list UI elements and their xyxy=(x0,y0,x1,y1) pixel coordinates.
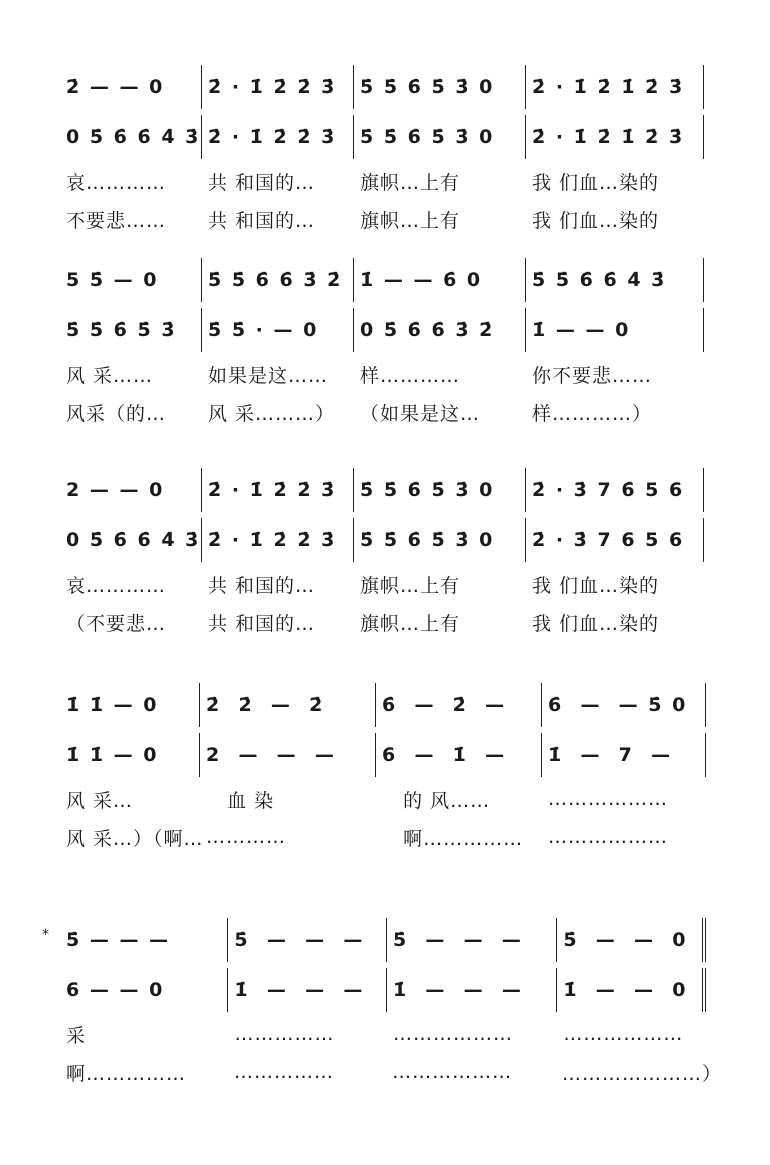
measure: 0 5̇ 6̇ 6̇ 3̇ 2̇ xyxy=(354,308,526,352)
lyric-segment: 我 们血…染的 xyxy=(532,574,660,597)
measure: 2̇ · 1̇ 2̇ 2̇ 3̇ xyxy=(202,65,354,109)
lyrics-line-1 xyxy=(66,162,706,200)
lyric-segment: （不要悲… xyxy=(66,612,167,635)
lyric-segment: （如果是这… xyxy=(360,402,481,425)
lyric-segment: 共 和国的… xyxy=(208,209,316,232)
lyrics-line-1 xyxy=(66,355,706,393)
lyrics-line-1 xyxy=(66,780,706,818)
measure: 2̇ · 1̇ 2̇ 1̇ 2̇ 3̇ xyxy=(526,65,704,109)
measure: 5̇ 5̇ 6̇ 5̇ 3̇ 0 xyxy=(354,468,526,512)
lyric-segment: ……………… xyxy=(563,1023,684,1045)
lower-part-row xyxy=(66,965,706,1015)
measure: 6 — — 0 xyxy=(66,968,228,1012)
measure: 5 5̇ — 0 xyxy=(66,258,202,302)
upper-part-row xyxy=(66,255,706,305)
lower-part-row xyxy=(66,112,706,162)
lyric-segment: ……………… xyxy=(392,1061,513,1083)
lyric-segment: 血 染 xyxy=(206,789,275,812)
lower-part-row xyxy=(66,730,706,780)
measure: 6 — 1̇ — xyxy=(376,733,542,777)
lyric-segment: 如果是这…… xyxy=(208,364,329,387)
lyric-segment: 哀………… xyxy=(66,171,167,194)
measure: 5̇ 5̇ 6̇ 5̇ 3̇ 0 xyxy=(354,115,526,159)
measure: 2̇ · 1̇ 2̇ 2̇ 3̇ xyxy=(202,518,354,562)
lyric-segment: 共 和国的… xyxy=(208,171,316,194)
lyric-segment: 哀………… xyxy=(66,574,167,597)
measure: 6̇ — 2̇ — xyxy=(376,683,542,727)
measure: 0 5̇ 6̇ 6̇ 4̇ 3̇ xyxy=(66,115,202,159)
upper-part-row xyxy=(66,62,706,112)
lyric-segment: 我 们血…染的 xyxy=(532,171,660,194)
lyric-segment: 风 采…… xyxy=(66,364,154,387)
measure: 6̇ — — 5̇ 0 xyxy=(542,683,706,727)
score-system xyxy=(66,680,706,856)
measure: 1̇ — — — xyxy=(228,968,387,1012)
lyrics-line-2 xyxy=(66,818,706,856)
lyric-segment: 样…………） xyxy=(532,402,653,425)
lyric-segment: …………………） xyxy=(562,1062,723,1085)
footnote-mark: * xyxy=(42,927,49,943)
score-system xyxy=(42,915,723,1091)
measure: 1̇ — — — xyxy=(387,968,557,1012)
measure: 2̇ 2̇ — 2̇ xyxy=(200,683,376,727)
measure: 2̇ · 3̇ 7 6 5 6 xyxy=(526,518,704,562)
measure: 1̇ — — 0 xyxy=(557,968,706,1012)
measure: 2̇ — — 0 xyxy=(66,65,202,109)
lyric-segment: 旗帜…上有 xyxy=(360,171,461,194)
lower-part-row xyxy=(66,305,706,355)
lyric-segment: ………… xyxy=(206,826,286,848)
lyric-segment: 你不要悲…… xyxy=(532,364,653,387)
measure: 5̇ 5̇ 6̇ 5̇ 3̇ xyxy=(66,308,202,352)
upper-part-row xyxy=(66,465,706,515)
measure: 2 — — 0 xyxy=(66,468,202,512)
measure: 2̇ · 3̇ 7 6̇ 5 6 xyxy=(526,468,704,512)
upper-part-row xyxy=(66,680,706,730)
lyric-segment: 风 采………） xyxy=(208,402,336,425)
lyrics-line-1 xyxy=(66,1015,706,1053)
measure: 2̇ · 1̇ 2̇ 2̇ 3̇ xyxy=(202,468,354,512)
upper-part-row xyxy=(66,915,706,965)
score-system xyxy=(66,255,706,431)
lyric-segment: 的 风…… xyxy=(382,789,491,812)
measure: 5̇ — — — xyxy=(66,918,228,962)
measure: 5̇ 5̇ 6̇ 6̇ 3̇ 2̇ xyxy=(202,258,354,302)
lyric-segment: …………… xyxy=(233,1061,334,1083)
lyrics-line-2 xyxy=(66,603,706,641)
measure: 5̇ — — — xyxy=(228,918,387,962)
lyric-segment: ……………… xyxy=(548,788,668,810)
lyric-segment: 共 和国的… xyxy=(208,612,316,635)
measure: 5̇ — — — xyxy=(387,918,557,962)
lyric-segment: 风 采…）（啊… xyxy=(66,827,204,850)
lyric-segment: 我 们血…染的 xyxy=(532,612,660,635)
score-system xyxy=(66,62,706,238)
lyric-segment: 风 采… xyxy=(66,789,134,812)
lyric-segment: 旗帜…上有 xyxy=(360,209,461,232)
lyric-segment: 啊…………… xyxy=(382,827,524,850)
lyric-segment: 旗帜…上有 xyxy=(360,574,461,597)
lyrics-line-2 xyxy=(66,200,706,238)
measure: 1̇ — 7 — xyxy=(542,733,706,777)
measure: 5̇ 5̇ · — 0 xyxy=(202,308,354,352)
lyric-segment: 采 xyxy=(66,1024,87,1047)
measure: 1̇ 1̇ — 0 xyxy=(66,733,200,777)
measure: 5̇ 5̇ 6̇ 6̇ 4̇ 3̇ xyxy=(526,258,704,302)
lyric-segment: ……………… xyxy=(392,1023,513,1045)
measure: 2 — — — xyxy=(200,733,376,777)
lyric-segment: 啊…………… xyxy=(66,1062,187,1085)
lyric-segment: 我 们血…染的 xyxy=(532,209,660,232)
lyric-segment: ……………… xyxy=(548,826,668,848)
measure: 0 5̇ 6̇ 6̇ 4̇ 3̇ xyxy=(66,518,202,562)
lyric-segment: 样………… xyxy=(360,364,461,387)
lyric-segment: 共 和国的… xyxy=(208,574,316,597)
measure: 5̇ 5̇ 6̇ 5̇ 3̇ 0 xyxy=(354,518,526,562)
lyric-segment: 不要悲…… xyxy=(66,209,167,232)
lyric-segment: 旗帜…上有 xyxy=(360,612,461,635)
measure: 1̇ — — 0 xyxy=(526,308,704,352)
lower-part-row xyxy=(66,515,706,565)
measure: 2̇ · 1̇ 2̇ 1̇ 2̇ 3̇ xyxy=(526,115,704,159)
lyrics-line-2 xyxy=(66,1053,723,1091)
score-system xyxy=(66,465,706,641)
lyric-segment: …………… xyxy=(234,1023,335,1045)
lyrics-line-2 xyxy=(66,393,706,431)
lyrics-line-1 xyxy=(66,565,706,603)
measure: 1̇ — — 6̇ 0 xyxy=(354,258,526,302)
measure: 5̇ — — 0 xyxy=(557,918,706,962)
measure: 5̇ 5̇ 6̇ 5̇ 3̇ 0 xyxy=(354,65,526,109)
measure: 2̇ · 1̇ 2̇ 2̇ 3̇ xyxy=(202,115,354,159)
lyric-segment: 风采（的… xyxy=(66,402,167,425)
measure: 1̇ 1̇ — 0 xyxy=(66,683,200,727)
